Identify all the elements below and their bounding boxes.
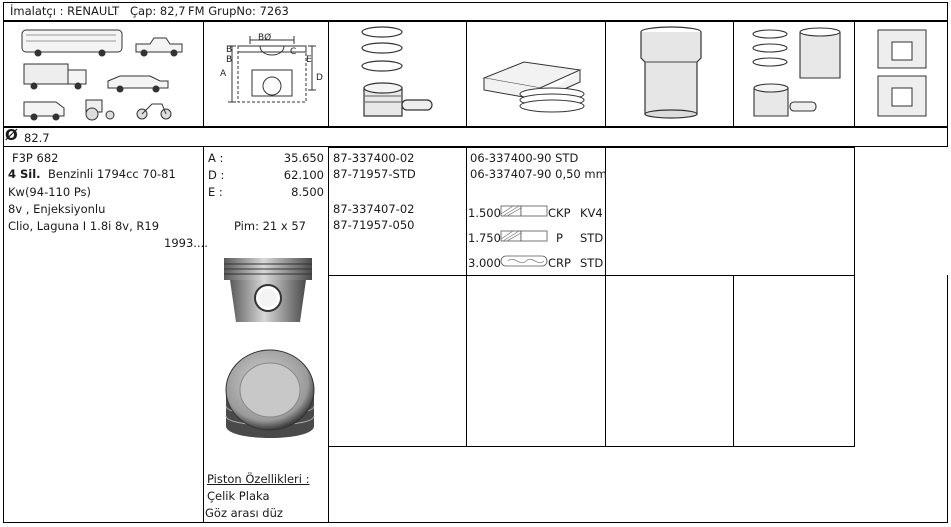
pin-size: Pim: 21 x 57	[234, 219, 306, 233]
cylinder-liner-image	[636, 26, 706, 122]
empty-cell-top	[605, 147, 855, 276]
dim-a-value: 35.650	[283, 151, 324, 165]
dim-e-value: 8.500	[291, 185, 324, 199]
production-year: 1993....	[164, 236, 208, 250]
part-number-1[interactable]: 87-337400-02	[333, 151, 415, 165]
piston-feature-2: Göz arası düz	[205, 506, 283, 520]
dim-a-label: A :	[208, 151, 224, 165]
ring-set-2[interactable]: 06-337407-90 0,50 mm	[470, 167, 607, 181]
dim-e-label: E :	[208, 185, 223, 199]
ring-3-type: CRP	[548, 256, 571, 270]
ring-set-box-image	[480, 56, 592, 122]
ring-2-type: P	[556, 231, 563, 245]
ring-1-type: CKP	[548, 206, 571, 220]
diameter-icon: Ø	[5, 126, 18, 144]
ring-2-code: STD	[580, 231, 604, 245]
ring-2-width: 1.750	[468, 231, 501, 245]
valve-injection: 8v , Enjeksiyonlu	[8, 202, 106, 216]
part-number-4[interactable]: 87-71957-050	[333, 218, 415, 232]
ring-3-width: 3.000	[468, 256, 501, 270]
diagram-label-b2: B	[226, 55, 233, 65]
bore-label: Çap: 82,7	[130, 4, 186, 18]
fuel-description: Benzinli 1794cc 70-81	[48, 167, 176, 181]
ring-set-1[interactable]: 06-337400-90 STD	[470, 151, 579, 165]
vehicle-models: Clio, Laguna I 1.8i 8v, R19	[8, 219, 160, 233]
vehicle-types-image	[20, 26, 190, 122]
piston-rings-image	[350, 26, 450, 124]
group-label: FM GrupNo: 7263	[188, 4, 289, 18]
piston-side-photo	[220, 256, 316, 328]
piston-feature-1: Çelik Plaka	[207, 489, 270, 503]
diagram-label-d: D	[316, 73, 323, 83]
ring-1-width: 1.500	[468, 206, 501, 220]
cylinder-count: 4 Sil.	[8, 167, 41, 181]
ring-1-profile-icon	[500, 204, 548, 218]
diameter-value: 82.7	[24, 131, 50, 145]
diagram-label-bo: BØ	[258, 33, 272, 43]
diameter-row	[3, 127, 948, 147]
ring-1-code: KV4	[580, 206, 603, 220]
diagram-label-a: A	[220, 69, 227, 79]
manufacturer-label: İmalatçı : RENAULT	[10, 4, 120, 18]
ring-3-profile-icon	[500, 254, 548, 268]
piston-features-title: Piston Özellikleri :	[207, 472, 310, 486]
dim-d-value: 62.100	[283, 168, 324, 182]
ring-2-profile-icon	[500, 229, 548, 243]
piston-dimension-diagram	[210, 30, 322, 122]
part-number-2[interactable]: 87-71957-STD	[333, 167, 416, 181]
diagram-label-b1: B	[226, 45, 233, 55]
dimension-cell	[203, 147, 329, 523]
diagram-label-c: C	[290, 47, 297, 57]
engine-code: F3P 682	[12, 151, 59, 165]
engine-power: Kw(94-110 Ps)	[8, 185, 92, 199]
ring-3-code: STD	[580, 256, 604, 270]
diagram-label-e: E	[306, 55, 312, 65]
piston-top-photo	[220, 346, 320, 446]
part-number-3[interactable]: 87-337407-02	[333, 202, 415, 216]
dim-d-label: D :	[208, 168, 225, 182]
repair-kit-image	[748, 26, 848, 124]
piston-section-image	[874, 26, 930, 122]
